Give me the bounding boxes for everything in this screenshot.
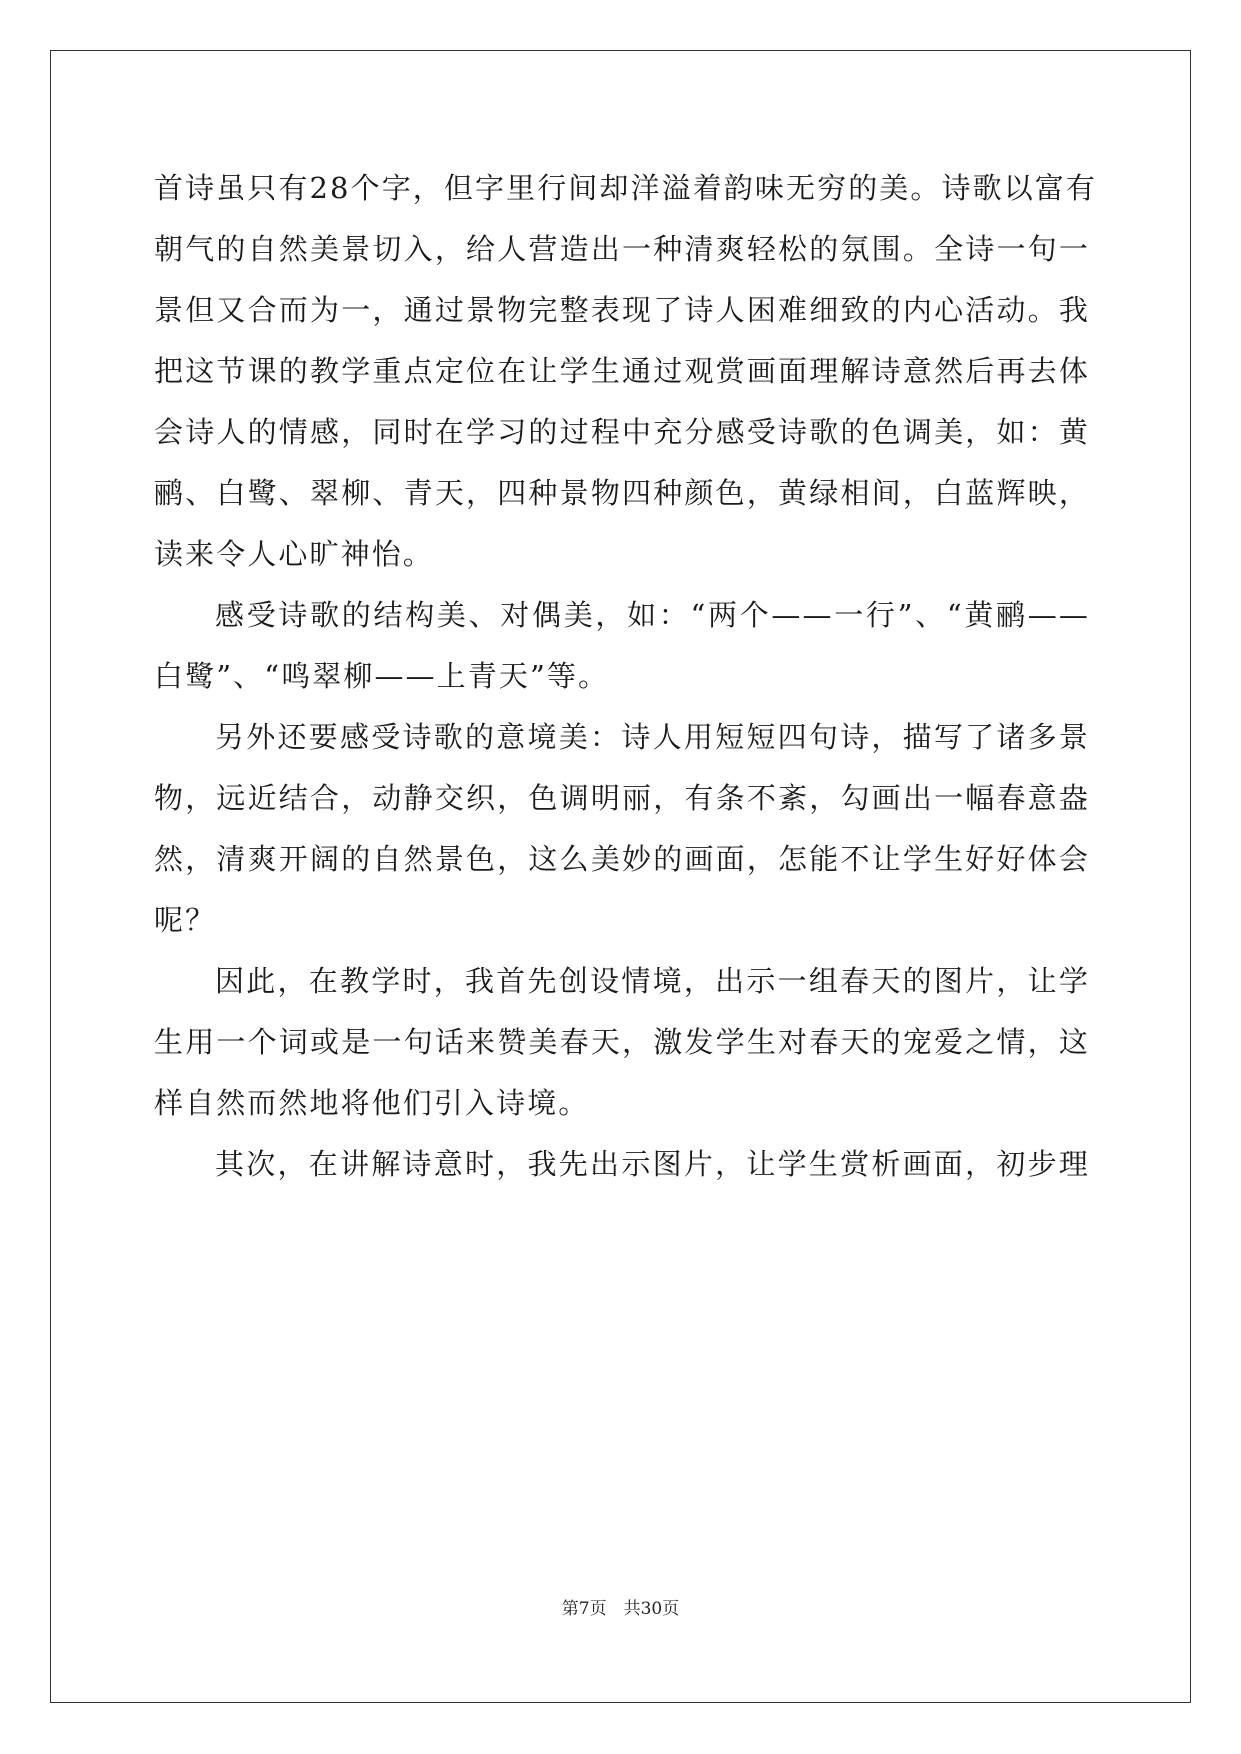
text-line: 感受诗歌的结构美、对偶美，如：“两个——一行”、“黄鹂—— — [215, 598, 1090, 632]
text-line: 读来令人心旷神怡。 — [154, 537, 434, 571]
text-line: 样自然而然地将他们引入诗境。 — [154, 1086, 590, 1120]
text-line: 白鹭”、“鸣翠柳——上青天”等。 — [154, 659, 610, 693]
text-line: 会诗人的情感，同时在学习的过程中充分感受诗歌的色调美，如：黄 — [154, 415, 1090, 449]
text-line: 鹂、白鹭、翠柳、青天，四种景物四种颜色，黄绿相间，白蓝辉映， — [154, 476, 1090, 510]
text-line: 呢？ — [154, 903, 217, 937]
text-line: 其次，在讲解诗意时，我先出示图片，让学生赏析画面，初步理 — [215, 1147, 1090, 1181]
text-line: 生用一个词或是一句话来赞美春天，激发学生对春天的宠爱之情，这 — [154, 1025, 1090, 1059]
text-line: 因此，在教学时，我首先创设情境，出示一组春天的图片，让学 — [215, 964, 1090, 998]
text-line: 把这节课的教学重点定位在让学生通过观赏画面理解诗意然后再去体 — [154, 354, 1090, 388]
text-line: 物，远近结合，动静交织，色调明丽，有条不紊，勾画出一幅春意盎 — [154, 781, 1090, 815]
text-line: 朝气的自然美景切入，给人营造出一种清爽轻松的氛围。全诗一句一 — [154, 232, 1090, 266]
text-line: 然，清爽开阔的自然景色，这么美妙的画面，怎能不让学生好好体会 — [154, 842, 1090, 876]
body-text — [154, 158, 1098, 1195]
page-number: 第7页 共30页 — [561, 1599, 680, 1619]
text-line: 另外还要感受诗歌的意境美：诗人用短短四句诗，描写了诸多景 — [215, 720, 1090, 754]
text-line: 景但又合而为一，通过景物完整表现了诗人困难细致的内心活动。我 — [154, 293, 1090, 327]
document-body — [154, 158, 1098, 1195]
text-line: 首诗虽只有28个字，但字里行间却洋溢着韵味无穷的美。诗歌以富有 — [154, 171, 1098, 205]
